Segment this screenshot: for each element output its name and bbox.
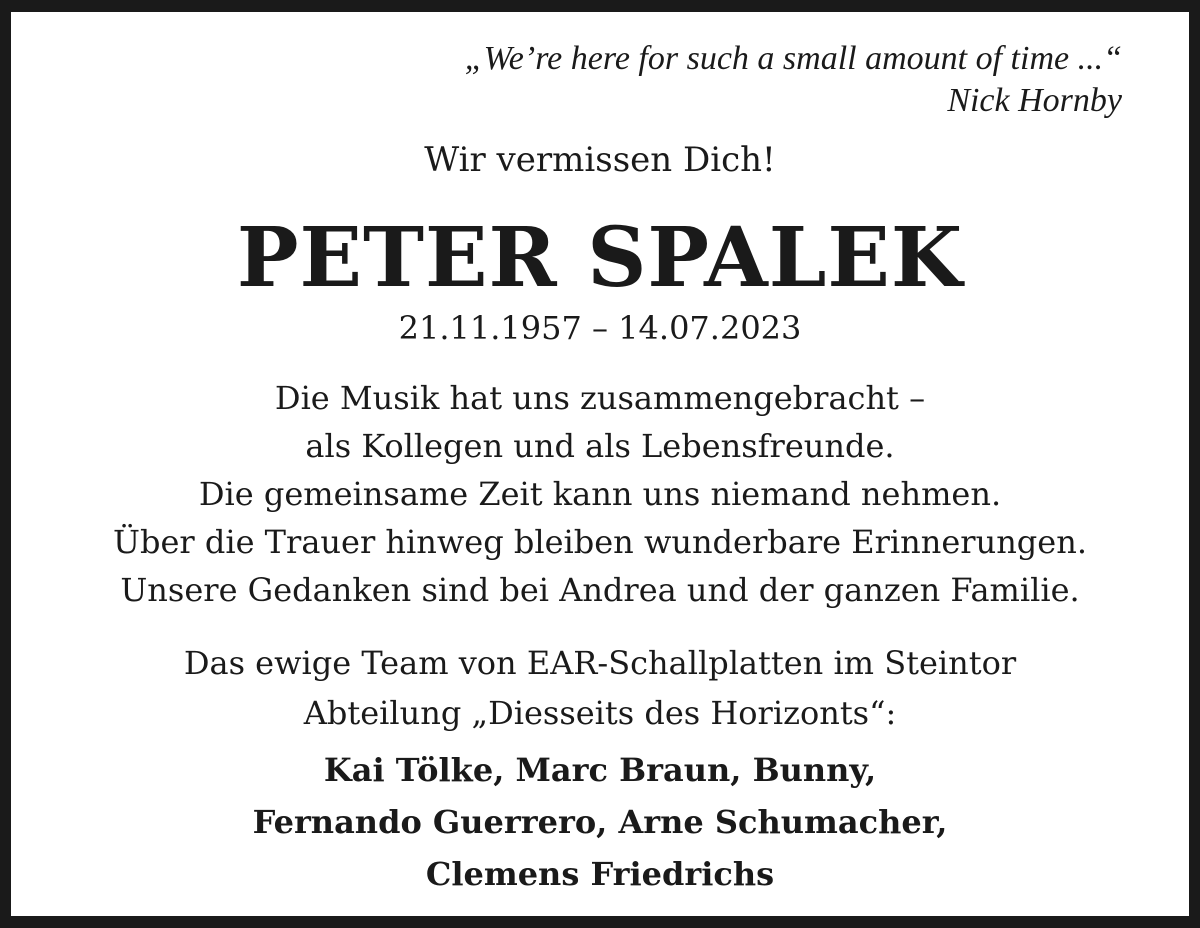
message-line: Unsere Gedanken sind bei Andrea und der ganzen Familie. <box>120 571 1080 609</box>
quote-author: Nick Hornby <box>947 82 1122 119</box>
signers-block <box>0 744 1200 900</box>
team-line: Das ewige Team von EAR-Schallplatten im Steintor <box>183 644 1017 682</box>
team-block <box>0 638 1200 738</box>
signer-line: Clemens Friedrichs <box>425 855 775 893</box>
message-line: Über die Trauer hinweg bleiben wunderbare Erinnerungen. <box>112 523 1087 561</box>
signer-line: Fernando Guerrero, Arne Schumacher, <box>252 803 948 841</box>
subtitle: Wir vermissen Dich! <box>424 140 776 180</box>
message-line: als Kollegen und als Lebensfreunde. <box>305 427 895 465</box>
message-line: Die gemeinsame Zeit kann uns niemand nehmen. <box>198 475 1002 513</box>
signer-line: Kai Tölke, Marc Braun, Bunny, <box>323 751 877 789</box>
message-block <box>0 374 1200 614</box>
quote-text: „We’re here for such a small amount of time ...“ <box>464 40 1122 77</box>
deceased-name: PETER SPALEK <box>236 210 964 306</box>
epigraph <box>465 38 1122 122</box>
life-dates: 21.11.1957 – 14.07.2023 <box>398 309 802 347</box>
message-line: Die Musik hat uns zusammengebracht – <box>274 379 926 417</box>
team-line: Abteilung „Diesseits des Horizonts“: <box>303 694 897 732</box>
